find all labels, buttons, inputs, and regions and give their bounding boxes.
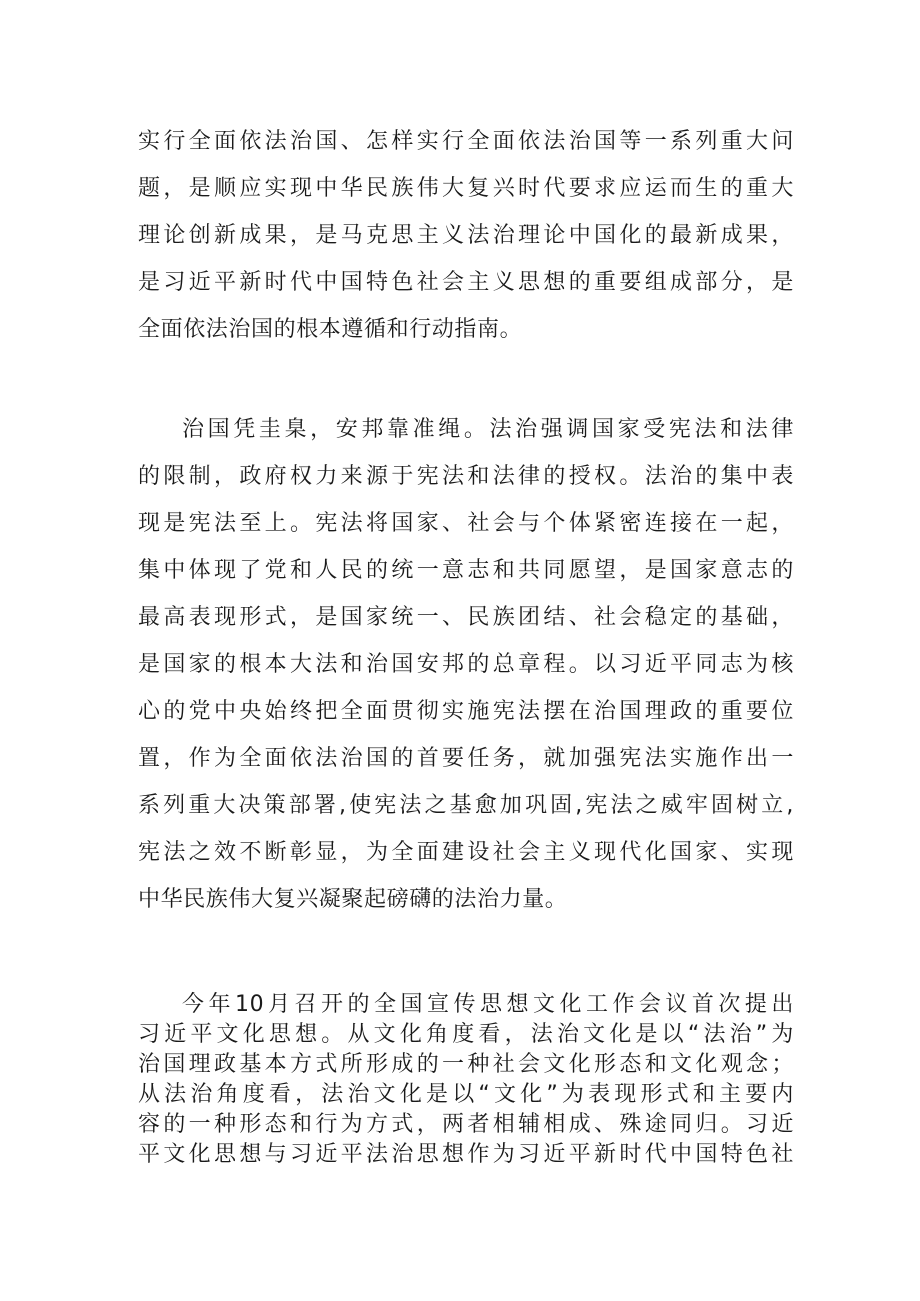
paragraph-2 xyxy=(138,406,794,923)
text-line: 现是宪法至上。宪法将国家、社会与个体紧密连接在一起， xyxy=(138,511,794,536)
text-line: 置，作为全面依法治国的首要任务，就加强宪法实施作出一 xyxy=(138,746,794,771)
text-line: 是国家的根本大法和治国安邦的总章程。以习近平同志为核 xyxy=(138,652,794,677)
paragraph-1 xyxy=(138,118,794,353)
text-line: 习近平文化思想。从文化角度看，法治文化是以“法治”为 xyxy=(138,1022,794,1047)
text-line: 今年10月召开的全国宣传思想文化工作会议首次提出 xyxy=(182,992,794,1017)
text-line: 心的党中央始终把全面贯彻实施宪法摆在治国理政的重要位 xyxy=(138,699,794,724)
text-line: 集中体现了党和人民的统一意志和共同愿望，是国家意志的 xyxy=(138,558,794,583)
text-line: 宪法之效不断彰显，为全面建设社会主义现代化国家、实现 xyxy=(138,840,794,865)
text-line: 治国凭圭臬，安邦靠准绳。法治强调国家受宪法和法律 xyxy=(182,417,794,442)
text-line: 题，是顺应实现中华民族伟大复兴时代要求应运而生的重大 xyxy=(138,176,794,201)
text-line: 治国理政基本方式所形成的一种社会文化形态和文化观念； xyxy=(138,1052,794,1077)
text-line: 中华民族伟大复兴凝聚起磅礴的法治力量。 xyxy=(138,887,568,912)
text-line: 平文化思想与习近平法治思想作为习近平新时代中国特色社 xyxy=(138,1142,794,1167)
text-line: 的限制，政府权力来源于宪法和法律的授权。法治的集中表 xyxy=(138,464,794,489)
text-line: 是习近平新时代中国特色社会主义思想的重要组成部分，是 xyxy=(138,270,794,295)
text-line: 最高表现形式，是国家统一、民族团结、社会稳定的基础， xyxy=(138,605,794,630)
text-line: 系列重大决策部署,使宪法之基愈加巩固,宪法之威牢固树立, xyxy=(138,793,794,818)
text-line: 全面依法治国的根本遵循和行动指南。 xyxy=(138,317,523,342)
text-line: 容的一种形态和行为方式，两者相辅相成、殊途同归。习近 xyxy=(138,1112,794,1137)
paragraph-3 xyxy=(138,990,794,1170)
text-line: 理论创新成果，是马克思主义法治理论中国化的最新成果， xyxy=(138,223,794,248)
text-line: 从法治角度看，法治文化是以“文化”为表现形式和主要内 xyxy=(138,1082,794,1107)
text-line: 实行全面依法治国、怎样实行全面依法治国等一系列重大问 xyxy=(138,129,794,154)
